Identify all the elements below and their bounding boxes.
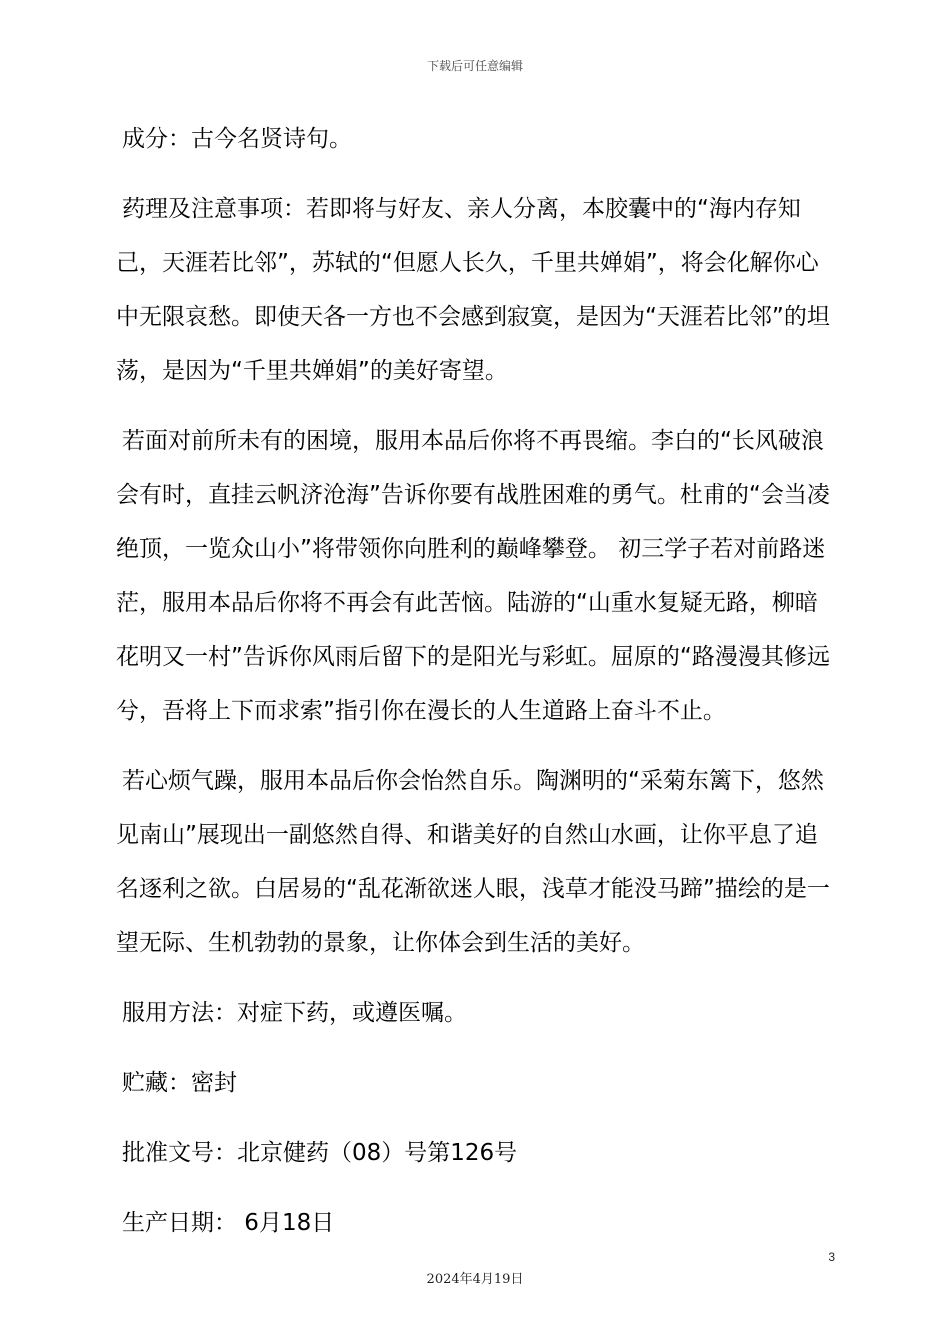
hardship-paragraph: 若面对前所未有的困境，服用本品后你将不再畏缩。李白的“长风破浪会有时，直挂云帆济沧海”告诉你要有战胜困难的勇气。杜甫的“会当凌绝顶，一览众山小”将带领你向胜利的巅峰攀登。 初三学子若对前路迷茫，服用本品后你将不再会有此苦恼。陆游的“山重水复疑无路，柳暗花明又一村”告诉你风雨后留下的是阳光与彩虹。屈原的“路漫漫其修远兮，吾将上下而求索”指引你在漫长的人生道路上奋斗不止。 bbox=[116, 428, 830, 724]
document-body bbox=[116, 112, 838, 1266]
production-date-paragraph: 生产日期： 6月18日 bbox=[122, 1210, 335, 1236]
page-header: 下载后可任意编辑 bbox=[426, 59, 523, 73]
storage-paragraph: 贮藏：密封 bbox=[122, 1070, 237, 1096]
ingredients-paragraph: 成分：古今名贤诗句。 bbox=[122, 126, 352, 152]
pharmacology-paragraph: 药理及注意事项：若即将与好友、亲人分离，本胶囊中的“海内存知己，天涯若比邻”，苏轼的“但愿人长久，千里共婵娟”，将会化解你心中无限哀愁。即使天各一方也不会感到寂寞，是因为“天涯若比邻”的坦荡，是因为“千里共婵娟”的美好寄望。 bbox=[116, 196, 830, 384]
page-number: 3 bbox=[828, 1250, 835, 1264]
page-footer-date: 2024年4月19日 bbox=[426, 1272, 524, 1287]
irritability-paragraph: 若心烦气躁，服用本品后你会怡然自乐。陶渊明的“采菊东篱下，悠然见南山”展现出一副悠然自得、和谐美好的自然山水画，让你平息了追名逐利之欲。白居易的“乱花渐欲迷人眼，浅草才能没马蹄”描绘的是一望无际、生机勃勃的景象，让你体会到生活的美好。 bbox=[116, 768, 830, 956]
usage-paragraph: 服用方法：对症下药，或遵医嘱。 bbox=[122, 1000, 467, 1026]
approval-number-paragraph: 批准文号：北京健药（08）号第126号 bbox=[122, 1140, 518, 1166]
